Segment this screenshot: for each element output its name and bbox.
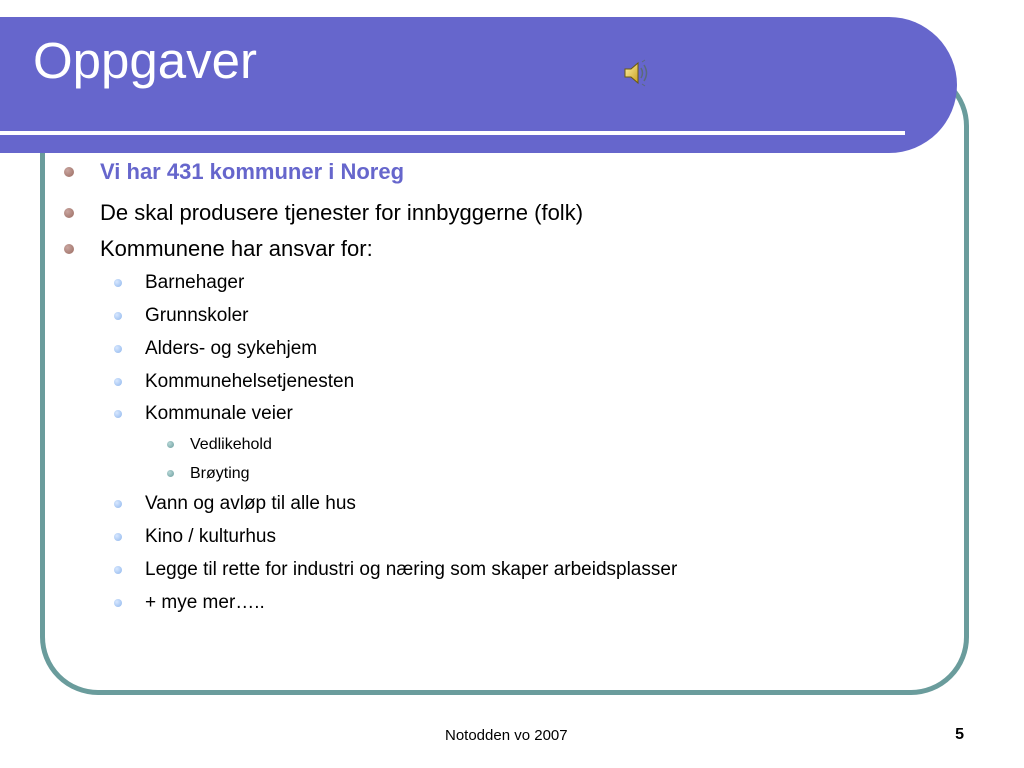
bullet-text: Kommunene har ansvar for: bbox=[100, 236, 373, 261]
bullet-text: Kommunale veier bbox=[145, 403, 293, 424]
bullet-item-level1 bbox=[100, 236, 373, 262]
bullet-dot-icon bbox=[114, 599, 122, 607]
bullet-item-level3 bbox=[190, 435, 272, 454]
bullet-item-level2 bbox=[145, 305, 249, 327]
bullet-item-level3 bbox=[190, 464, 250, 483]
bullet-text: De skal produsere tjenester for innbyggerne (folk) bbox=[100, 200, 584, 225]
bullet-item-level2 bbox=[145, 592, 265, 614]
bullet-item-level2 bbox=[145, 371, 354, 393]
bullet-text: Legge til rette for industri og næring som skaper arbeidsplasser bbox=[145, 559, 678, 580]
bullet-text: Vi har 431 kommuner i Noreg bbox=[100, 159, 405, 184]
bullet-text: Vann og avløp til alle hus bbox=[145, 493, 356, 514]
bullet-item-level2 bbox=[145, 526, 276, 548]
bullet-item-level2 bbox=[145, 338, 317, 360]
bullet-dot-icon bbox=[64, 208, 74, 218]
bullet-text: + mye mer….. bbox=[145, 592, 265, 613]
speaker-icon[interactable] bbox=[622, 58, 652, 88]
title-underline bbox=[0, 131, 905, 135]
bullet-text: Barnehager bbox=[145, 272, 245, 293]
bullet-text: Vedlikehold bbox=[190, 436, 272, 453]
bullet-dot-icon bbox=[114, 566, 122, 574]
bullet-item-level1 bbox=[100, 159, 404, 185]
bullet-item-level2 bbox=[145, 272, 244, 294]
bullet-text: Brøyting bbox=[190, 465, 250, 482]
bullet-text: Kino / kulturhus bbox=[145, 526, 276, 547]
bullet-text: Grunnskoler bbox=[145, 305, 249, 326]
bullet-dot-icon bbox=[114, 533, 122, 541]
footer-text: Notodden vo 2007 bbox=[445, 727, 568, 744]
bullet-dot-icon bbox=[114, 279, 122, 287]
bullet-item-level1 bbox=[100, 200, 583, 226]
bullet-dot-icon bbox=[114, 500, 122, 508]
bullet-dot-icon bbox=[114, 312, 122, 320]
bullet-dot-icon bbox=[114, 378, 122, 386]
bullet-dot-icon bbox=[114, 410, 122, 418]
slide-title: Oppgaver bbox=[33, 32, 257, 89]
bullet-dot-icon bbox=[64, 167, 74, 177]
bullet-item-level2 bbox=[145, 403, 293, 425]
bullet-item-level2 bbox=[145, 493, 356, 515]
bullet-item-level2 bbox=[145, 559, 677, 581]
bullet-text: Alders- og sykehjem bbox=[145, 338, 318, 359]
slide-number: 5 bbox=[955, 726, 964, 743]
bullet-dot-icon bbox=[64, 244, 74, 254]
bullet-dot-icon bbox=[114, 345, 122, 353]
bullet-dot-icon bbox=[167, 441, 174, 448]
bullet-dot-icon bbox=[167, 470, 174, 477]
bullet-text: Kommunehelsetjenesten bbox=[145, 371, 355, 392]
